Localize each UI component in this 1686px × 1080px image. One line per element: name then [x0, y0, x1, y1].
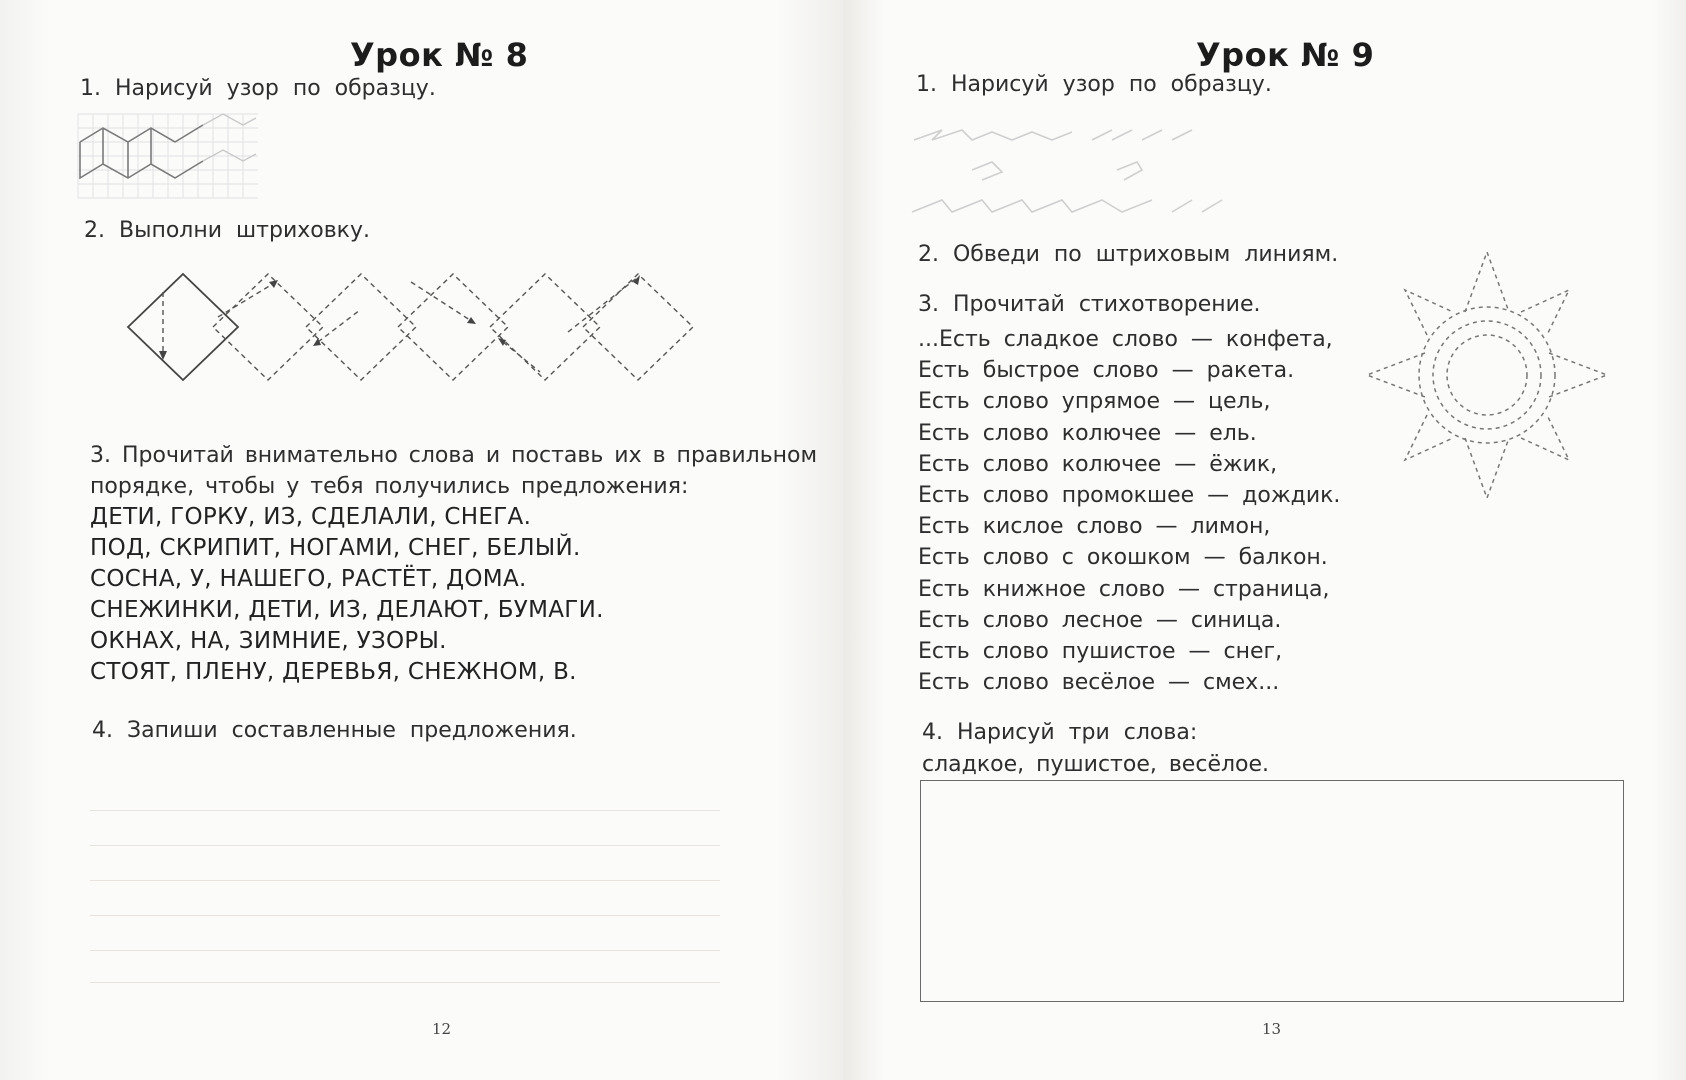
writing-line	[90, 845, 720, 846]
task-3-line-2: порядке, чтобы у тебя получились предложения:	[90, 474, 689, 499]
task-3-instruction	[90, 440, 817, 502]
word-line: ОКНАХ, НА, ЗИМНИЕ, УЗОРЫ.	[90, 628, 447, 654]
poem-line: Есть слово с окошком — балкон.	[918, 545, 1328, 571]
word-line: СОСНА, У, НАШЕГО, РАСТЁТ, ДОМА.	[90, 566, 527, 592]
task-3-line-1: 3. Прочитай внимательно слова и поставь их в правильном	[90, 443, 818, 468]
poem-line: Есть слово колючее — ёжик,	[918, 451, 1278, 477]
word-line: ПОД, СКРИПИТ, НОГАМИ, СНЕГ, БЕЛЫЙ.	[90, 535, 581, 561]
task-4-instruction: 4. Запиши составленные предложения.	[92, 718, 577, 743]
poem-line: Есть быстрое слово — ракета.	[918, 358, 1295, 384]
dashed-sun-outline-icon	[1365, 250, 1609, 500]
lesson-title: Урок № 9	[1196, 36, 1375, 74]
page-number: 12	[432, 1020, 452, 1038]
word-line: СНЕЖИНКИ, ДЕТИ, ИЗ, ДЕЛАЮТ, БУМАГИ.	[90, 597, 604, 623]
poem-line: Есть слово упрямое — цель,	[918, 389, 1271, 415]
lesson-title: Урок № 8	[350, 36, 529, 74]
task-1-instruction: 1. Нарисуй узор по образцу.	[80, 76, 436, 101]
dashed-diamond-hatching-icon	[128, 272, 712, 382]
writing-line	[90, 950, 720, 951]
writing-line	[90, 982, 720, 983]
task-2-instruction: 2. Выполни штриховку.	[84, 218, 370, 243]
writing-line	[90, 810, 720, 811]
poem-line: Есть слово лесное — синица.	[918, 607, 1282, 633]
poem-line: Есть слово колючее — ель.	[918, 420, 1257, 446]
scrambled-words-list	[90, 502, 604, 688]
task-4-words: сладкое, пушистое, весёлое.	[922, 752, 1270, 777]
poem-line: Есть слово весёлое — смех...	[918, 670, 1280, 696]
writing-line	[90, 915, 720, 916]
poem-line: Есть книжное слово — страница,	[918, 576, 1330, 602]
word-line: ДЕТИ, ГОРКУ, ИЗ, СДЕЛАЛИ, СНЕГА.	[90, 504, 532, 530]
task-4-instruction: 4. Нарисуй три слова:	[922, 720, 1198, 745]
drawing-box[interactable]	[920, 780, 1624, 1002]
zigzag-pattern-sample-icon	[78, 114, 258, 198]
page-number: 13	[1262, 1020, 1282, 1038]
poem	[918, 324, 1340, 698]
writing-line	[90, 880, 720, 881]
writing-lines	[90, 790, 720, 990]
word-line: СТОЯТ, ПЛЕНУ, ДЕРЕВЬЯ, СНЕЖНОМ, В.	[90, 659, 577, 685]
task-1-instruction: 1. Нарисуй узор по образцу.	[916, 72, 1272, 97]
poem-line: Есть слово промокшее — дождик.	[918, 483, 1341, 509]
task-3-instruction: 3. Прочитай стихотворение.	[918, 292, 1261, 317]
poem-line: ...Есть сладкое слово — конфета,	[918, 327, 1333, 352]
poem-line: Есть кислое слово — лимон,	[918, 514, 1271, 540]
task-2-instruction: 2. Обведи по штриховым линиям.	[918, 242, 1339, 267]
poem-line: Есть слово пушистое — снег,	[918, 639, 1283, 665]
faint-zigzag-sample-icon	[912, 120, 1252, 220]
